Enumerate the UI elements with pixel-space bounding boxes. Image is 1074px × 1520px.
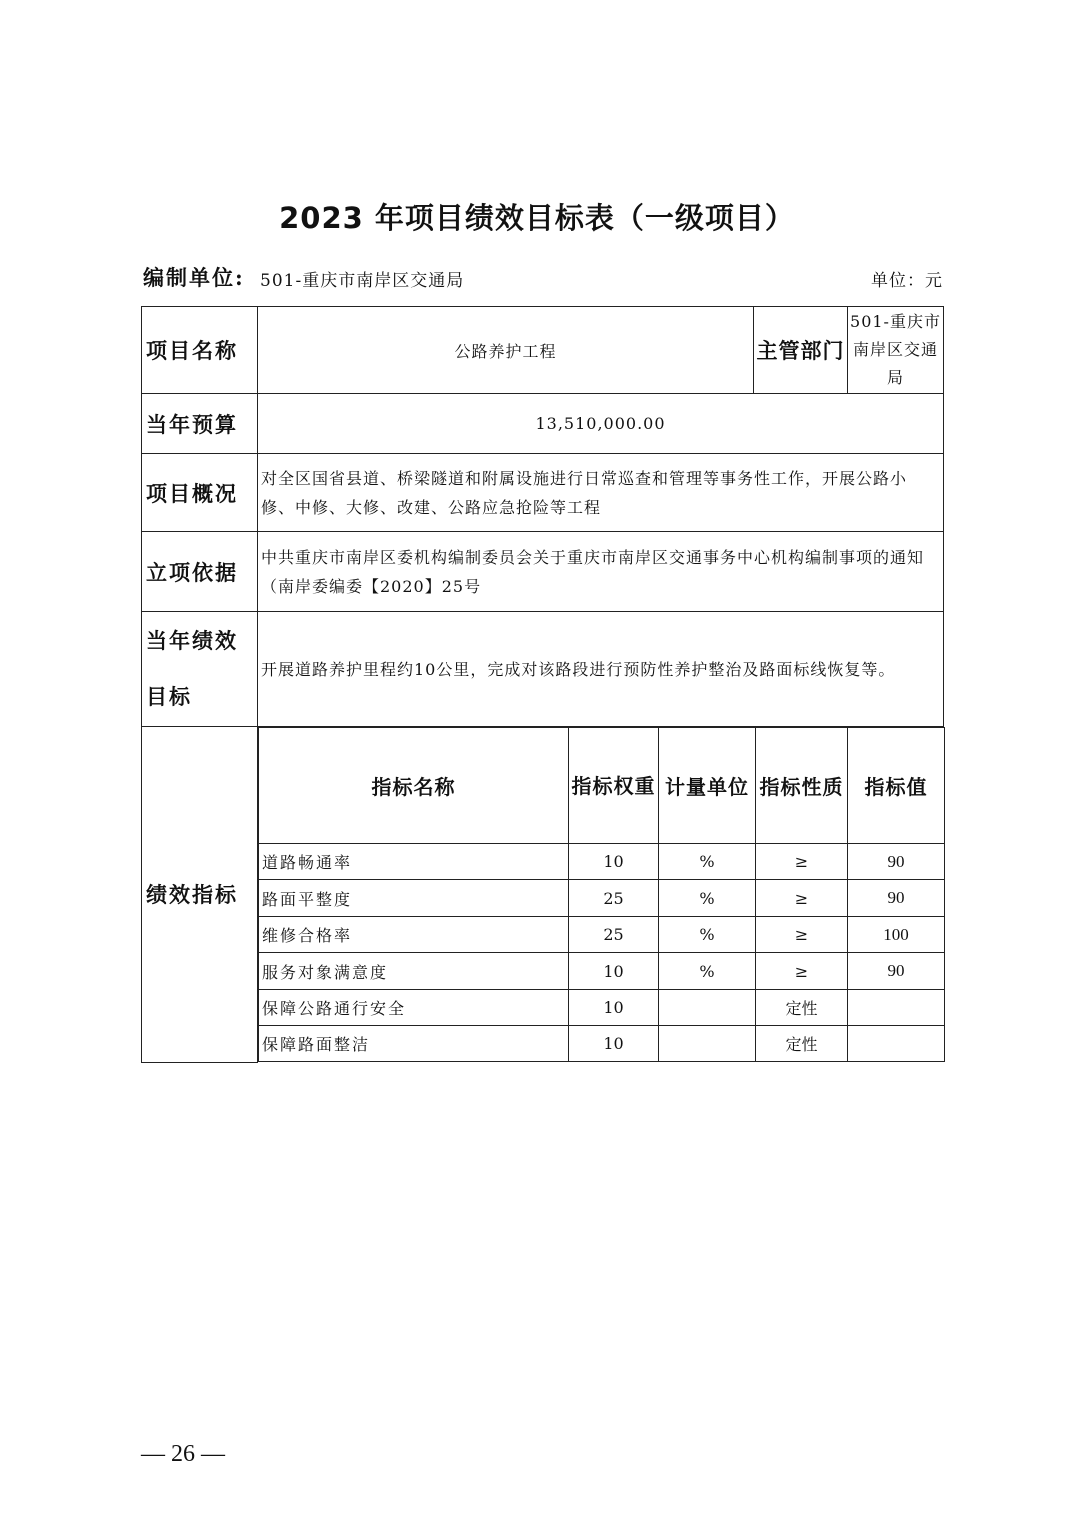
dept-value: 501-重庆市南岸区交通局 — [848, 307, 944, 394]
indicator-unit: % — [659, 953, 756, 990]
indicator-value: 100 — [848, 917, 945, 953]
indicator-name: 保障公路通行安全 — [259, 990, 569, 1026]
indicator-name: 维修合格率 — [259, 917, 569, 953]
indicator-nature: ≥ — [756, 844, 848, 880]
indicator-weight: 10 — [569, 990, 659, 1026]
header-name: 指标名称 — [259, 728, 569, 844]
row-goal — [142, 612, 944, 727]
basis-value: 中共重庆市南岸区委机构编制委员会关于重庆市南岸区交通事务中心机构编制事项的通知（南岸委编委【2020】25号 — [258, 532, 944, 612]
indicator-nature: ≥ — [756, 953, 848, 990]
indicator-name: 路面平整度 — [259, 880, 569, 917]
indicators-label: 绩效指标 — [142, 727, 258, 1063]
table-row — [259, 844, 945, 880]
indicator-value — [848, 1026, 945, 1062]
goal-label: 当年绩效目标 — [142, 612, 258, 727]
page-number: — 26 — — [141, 1441, 225, 1467]
dept-label: 主管部门 — [754, 307, 848, 394]
indicator-unit — [659, 1026, 756, 1062]
header-value: 指标值 — [848, 728, 945, 844]
indicator-weight: 25 — [569, 880, 659, 917]
indicator-name: 服务对象满意度 — [259, 953, 569, 990]
indicator-unit: % — [659, 844, 756, 880]
goal-value: 开展道路养护里程约10公里，完成对该路段进行预防性养护整治及路面标线恢复等。 — [258, 612, 944, 727]
header-weight: 指标权重 — [569, 728, 659, 844]
header-unit: 计量单位 — [659, 728, 756, 844]
indicator-unit: % — [659, 880, 756, 917]
indicator-value — [848, 990, 945, 1026]
indicator-weight: 10 — [569, 1026, 659, 1062]
basis-label: 立项依据 — [142, 532, 258, 612]
table-row — [259, 953, 945, 990]
indicator-name: 保障路面整洁 — [259, 1026, 569, 1062]
meta-row — [143, 262, 943, 292]
budget-value: 13,510,000.00 — [258, 394, 944, 454]
row-project-name — [142, 307, 944, 394]
indicator-unit: % — [659, 917, 756, 953]
table-row — [259, 917, 945, 953]
indicator-unit — [659, 990, 756, 1026]
indicator-weight: 10 — [569, 953, 659, 990]
indicator-value: 90 — [848, 953, 945, 990]
indicators-header-row — [259, 728, 945, 844]
page-title: 2023 年项目绩效目标表（一级项目） — [279, 201, 795, 235]
indicator-weight: 25 — [569, 917, 659, 953]
indicator-nature: ≥ — [756, 917, 848, 953]
row-budget — [142, 394, 944, 454]
indicators-container — [258, 727, 944, 1063]
table-row — [259, 990, 945, 1026]
project-name-label: 项目名称 — [142, 307, 258, 394]
unit-label: 单位：元 — [871, 271, 943, 291]
indicators-table — [258, 727, 945, 1062]
overview-label: 项目概况 — [142, 454, 258, 532]
budget-label: 当年预算 — [142, 394, 258, 454]
indicator-name: 道路畅通率 — [259, 844, 569, 880]
indicator-nature: ≥ — [756, 880, 848, 917]
org-label: 编制单位: — [143, 265, 245, 290]
indicator-value: 90 — [848, 844, 945, 880]
project-name-value: 公路养护工程 — [258, 307, 754, 394]
indicator-value: 90 — [848, 880, 945, 917]
overview-value: 对全区国省县道、桥梁隧道和附属设施进行日常巡查和管理等事务性工作，开展公路小修、中修、大修、改建、公路应急抢险等工程 — [258, 454, 944, 532]
indicator-weight: 10 — [569, 844, 659, 880]
header-nature: 指标性质 — [756, 728, 848, 844]
row-basis — [142, 532, 944, 612]
indicator-nature: 定性 — [756, 990, 848, 1026]
row-indicators — [142, 727, 944, 1063]
performance-table — [141, 306, 944, 1063]
table-row — [259, 880, 945, 917]
table-row — [259, 1026, 945, 1062]
org-value: 501-重庆市南岸区交通局 — [260, 271, 465, 291]
row-overview — [142, 454, 944, 532]
indicator-nature: 定性 — [756, 1026, 848, 1062]
